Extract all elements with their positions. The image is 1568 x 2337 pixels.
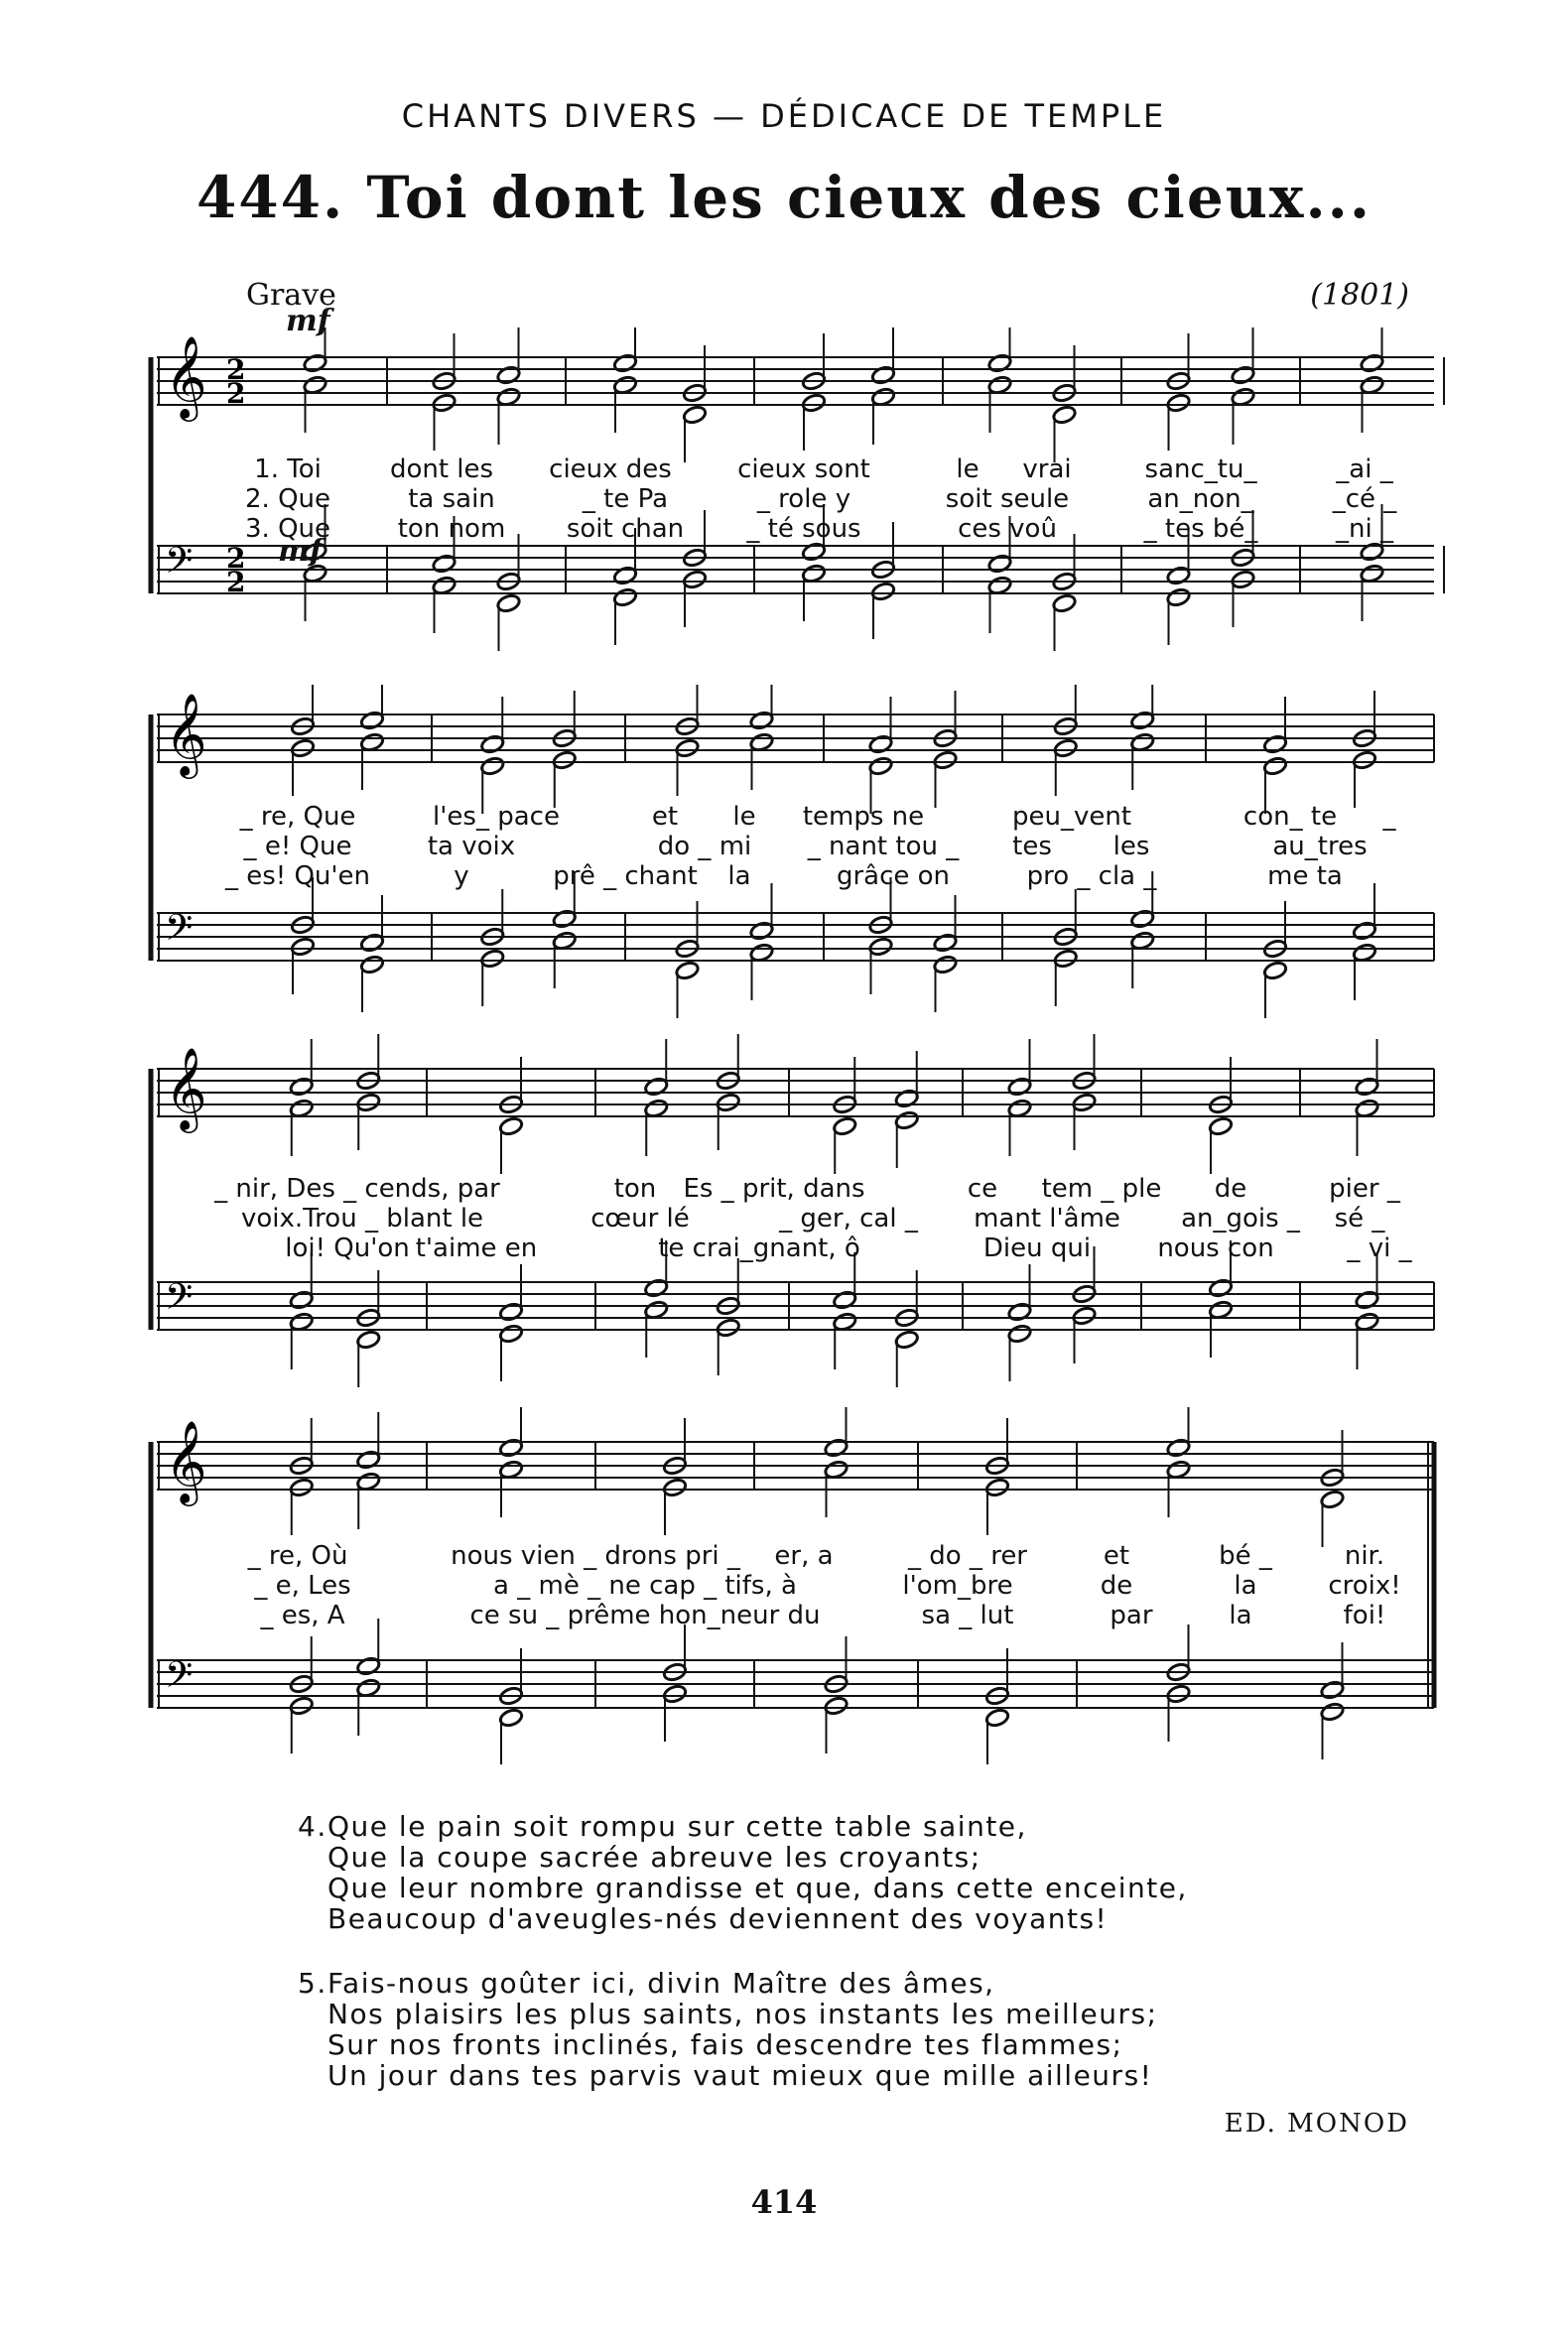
syllable: les [1112,832,1150,861]
syllable: er, a [774,1541,834,1571]
treble-note-head [682,405,707,426]
page-number: 414 [750,2183,818,2221]
syllable: _ nant tou _ [807,832,960,861]
treble-note-head [662,1478,687,1498]
bass-clef-icon: 𝄢 [165,540,194,590]
verse-number: 5. [298,1967,327,2000]
syllable: _ e! Que [243,832,352,861]
syllable: le [956,454,980,484]
verse-line: Que le pain soit rompu sur cette table sainte, [327,1810,1027,1843]
syllable: la [1234,1571,1257,1601]
bass-note-head [1130,909,1155,930]
bass-note-head [1231,570,1255,590]
treble-note-head [1355,1077,1379,1098]
treble-note-head [933,750,958,771]
bass-note-head [303,542,327,563]
treble-note-head [432,393,457,414]
treble-clef-icon: 𝄞 [165,334,207,418]
bass-note-head [749,921,774,942]
verse-line: Fais-nous goûter ici, divin Maître des âmes, [327,1967,995,2000]
syllable: grâce on [836,861,951,891]
bass-note-head [662,1684,687,1705]
bass-note-head [1320,1680,1345,1701]
treble-note-head [498,1116,523,1137]
bass-note-head [1360,542,1384,563]
treble-note-head [894,1089,919,1109]
bass-note-head [987,554,1012,575]
syllable: pro _ cla _ [1026,861,1157,891]
treble-clef-icon: 𝄞 [165,1419,207,1502]
verse-5 [298,1967,1188,2092]
treble-note-head [1208,1116,1233,1137]
bass-note-head [682,570,707,590]
verse-line: Beaucoup d'aveugles-nés deviennent des voyants! [327,1902,1109,1935]
treble-note-head [1166,393,1191,414]
composition-date: (1801) [1310,278,1409,313]
syllable: et [651,802,679,832]
syllable: sé _ [1334,1204,1385,1233]
syllable: temps ne [802,802,925,832]
bass-note-head [612,587,637,608]
syllable: ton [613,1174,657,1204]
bass-note-head [356,1656,381,1677]
syllable: loi! Qu'on [285,1233,410,1263]
syllable: dont les [389,454,494,484]
syllable: voix.Trou _ blant le [240,1204,484,1233]
syllable: et [1103,1541,1130,1571]
treble-note-head [1262,756,1287,777]
syllable: au_tres [1272,832,1368,861]
syllable: pier _ [1329,1174,1400,1204]
treble-note-head [868,734,893,755]
time-signature: 2 [226,542,246,575]
syllable: nous vien _ drons pri _ [451,1541,740,1571]
syllable: la [727,861,751,891]
bass-note-head [1352,921,1376,942]
syllable: 3. Que [244,514,331,544]
syllable: 2. Que [244,484,331,514]
syllable: mant l'âme [974,1204,1120,1233]
syllable: peu_vent [1011,802,1132,832]
treble-note-head [716,1093,740,1113]
bass-clef-icon: 𝄢 [165,1276,194,1327]
syllable: do _ mi [657,832,752,861]
syllable: soit chan [566,514,685,544]
treble-note-head [356,1450,381,1471]
treble-note-head [801,393,826,414]
syllable: de [1100,1571,1133,1601]
bass-note-head [675,961,700,981]
bass-note-head [290,937,315,958]
bass-note-head [644,1278,669,1299]
bass-note-head [1262,961,1287,981]
treble-note-head [1053,738,1078,759]
bass-note-head [894,1330,919,1351]
treble-note-head [1262,734,1287,755]
treble-note-head [833,1116,857,1137]
bass-note-head [1072,1306,1097,1327]
bass-note-head [289,1290,314,1311]
bass-note-head [480,949,505,970]
syllable: a _ mè _ ne cap _ tifs, à [493,1571,797,1601]
treble-note-head [289,1077,314,1098]
syllable: de [1214,1174,1247,1204]
syllable: ce su _ prême hon_neur du [469,1601,821,1630]
treble-note-head [675,738,700,759]
treble-note-head [1052,405,1077,426]
syllable: y [454,861,469,891]
treble-note-head [868,756,893,777]
bass-note-head [1007,1302,1032,1323]
bass-note-head [1166,587,1191,608]
syllable: soit seule [945,484,1070,514]
treble-clef-icon: 𝄞 [165,1046,207,1129]
syllable: ces voû [958,514,1057,544]
syllable: foi! [1343,1601,1386,1630]
syllable: sanc_tu_ [1144,454,1257,484]
bass-note-head [933,955,958,975]
running-header: CHANTS DIVERS — DÉDICACE DE TEMPLE [401,97,1167,135]
treble-note-head [1166,1438,1191,1459]
syllable: con_ te [1242,802,1338,832]
bass-note-head [359,955,384,975]
syllable: cieux sont [737,454,870,484]
treble-note-head [749,711,774,731]
author: ED. MONOD [1224,2109,1409,2139]
bass-note-head [1007,1324,1032,1345]
hymn-title: 444. Toi dont les cieux des cieux... [196,164,1372,231]
bass-note-head [870,582,895,602]
bass-note-head [984,1708,1009,1729]
syllable: Es _ prit, dans [683,1174,865,1204]
syllable: croix! [1328,1571,1401,1601]
syllable: la [1229,1601,1252,1630]
bass-note-head [432,554,457,575]
bass-clef-icon: 𝄢 [165,907,194,958]
treble-note-head [824,1438,849,1459]
treble-note-head [552,750,577,771]
syllable: l'es_ pace [433,802,560,832]
syllable: an_gois _ [1181,1204,1300,1233]
bass-note-head [716,1318,740,1339]
syllable: _ role y [756,484,851,514]
syllable: cœur lé [590,1204,690,1233]
treble-note-head [480,734,505,755]
syllable: _ e, Les [254,1571,351,1601]
syllable: _ [1382,802,1396,832]
bass-note-head [868,937,893,958]
verse-4 [298,1810,1188,1935]
treble-note-head [1072,1093,1097,1113]
syllable: _ té sous [746,514,861,544]
bass-note-head [1320,1702,1345,1723]
syllable: _ re, Que [239,802,356,832]
syllable: _ es! Qu'en [224,861,371,891]
syllable: tem _ ple [1041,1174,1162,1204]
syllable: l'om_bre [902,1571,1013,1601]
syllable: Dieu qui [982,1233,1092,1263]
treble-note-head [984,1478,1009,1498]
syllable: t'aime en [415,1233,538,1263]
syllable: ta voix [427,832,516,861]
syllable: par [1110,1601,1153,1630]
syllable: vrai [1022,454,1072,484]
bass-note-head [612,566,637,586]
syllable: _ tes bé_ [1143,514,1258,544]
syllable: an_non_ [1147,484,1254,514]
syllable: _ni _ [1336,514,1393,544]
syllable: ce [967,1174,998,1204]
syllable: _ es, A [260,1601,345,1630]
bass-note-head [1355,1290,1379,1311]
verse-line: Nos plaisirs les plus saints, nos instants les meilleurs; [327,1998,1158,2030]
bass-note-head [498,1302,523,1323]
treble-note-head [894,1110,919,1131]
syllable: bé _ [1219,1541,1272,1571]
treble-note-head [987,353,1012,374]
syllable: 1. Toi [254,454,322,484]
dynamic-bass: mf [278,534,323,569]
treble-note-head [496,365,521,386]
syllable: _ai _ [1336,454,1393,484]
syllable: _cé _ [1332,484,1397,514]
treble-note-head [1352,750,1376,771]
time-signature: 2 [226,566,246,598]
bass-clef-icon: 𝄢 [165,1654,194,1705]
treble-note-head [1130,711,1155,731]
treble-note-head [644,1077,669,1098]
treble-note-head [1320,1490,1345,1510]
syllable: _ re, Où [247,1541,348,1571]
bass-note-head [833,1290,857,1311]
syllable: _ vi _ [1347,1233,1412,1263]
syllable: _ te Pa [582,484,669,514]
verse-line: Un jour dans tes parvis vaut mieux que mille ailleurs! [327,2059,1153,2092]
treble-note-head [359,711,384,731]
treble-note-head [1360,353,1384,374]
bass-note-head [1052,593,1077,614]
syllable: _ do _ rer [907,1541,1028,1571]
treble-note-head [1231,365,1255,386]
syllable: le [732,802,756,832]
extra-verses [298,1810,1188,2125]
treble-clef-icon: 𝄞 [165,692,207,775]
bass-note-head [824,1696,849,1717]
syllable: _ nir, Des _ cends, par [214,1174,500,1204]
bass-note-head [552,909,577,930]
syllable: nous con [1157,1233,1274,1263]
bass-note-head [356,1330,381,1351]
bass-note-head [1053,949,1078,970]
bass-note-head [1208,1278,1233,1299]
bass-note-head [1166,1684,1191,1705]
verse-line: Sur nos fronts inclinés, fais descendre tes flammes; [327,2028,1123,2061]
bass-note-head [498,1324,523,1345]
syllable: _ ger, cal _ [779,1204,918,1233]
syllable: cieux des [549,454,672,484]
bass-note-head [289,1696,314,1717]
treble-note-head [870,365,895,386]
treble-note-head [612,353,637,374]
treble-note-head [356,1093,381,1113]
syllable: te crai_gnant, ô [658,1233,860,1263]
treble-note-head [289,1478,314,1498]
treble-note-head [303,353,327,374]
verse-line: Que la coupe sacrée abreuve les croyants; [327,1841,981,1874]
verse-line: Que leur nombre grandisse et que, dans cette enceinte, [327,1872,1188,1904]
bass-note-head [933,933,958,954]
time-signature: 2 [226,377,246,410]
treble-note-head [498,1438,523,1459]
tempo-marking: Grave [246,278,336,313]
syllable: sa _ lut [921,1601,1014,1630]
syllable: ta sain [408,484,495,514]
treble-note-head [1007,1077,1032,1098]
verse-number: 4. [298,1810,327,1843]
bass-note-head [498,1708,523,1729]
syllable: nir. [1344,1541,1385,1571]
time-signature: 2 [226,353,246,386]
bass-note-head [496,593,521,614]
dynamic-treble: mf [286,304,330,338]
bass-note-head [359,933,384,954]
syllable: tes [1012,832,1052,861]
treble-note-head [290,738,315,759]
syllable: me ta [1267,861,1343,891]
bass-note-head [801,542,826,563]
syllable: ton nom [397,514,506,544]
treble-note-head [480,756,505,777]
syllable: prê _ chant [553,861,698,891]
bass-note-head [1166,566,1191,586]
